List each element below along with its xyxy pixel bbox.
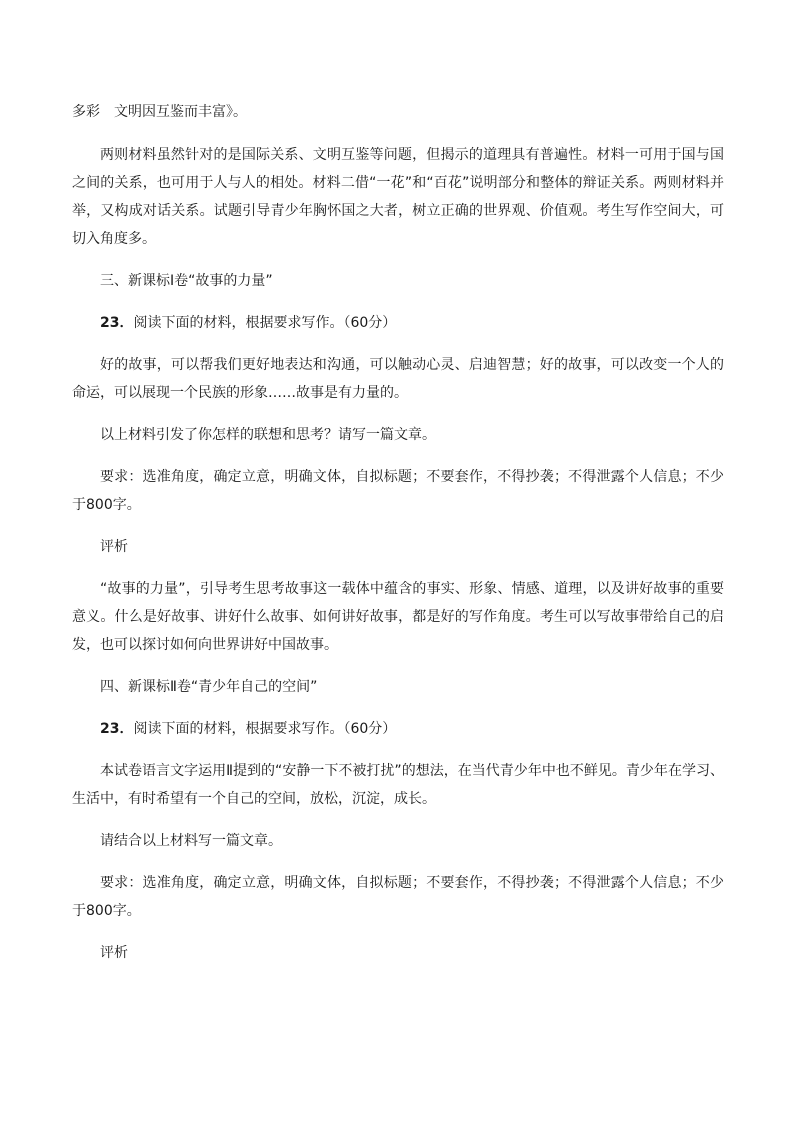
- analysis-label-2: 评析: [100, 945, 128, 961]
- analysis-label-1: 评析: [100, 539, 128, 555]
- requirements-paragraph-1: 要求：选准角度，确定立意，明确文体，自拟标题；不要套作，不得抄袭；不得泄露个人信息；不少于800字。: [72, 469, 724, 513]
- question-text: 阅读下面的材料，根据要求写作。（60分）: [133, 721, 397, 737]
- material-paragraph-1: 好的故事，可以帮我们更好地表达和沟通，可以触动心灵、启迪智慧；好的故事，可以改变一个人的命运，可以展现一个民族的形象……故事是有力量的。: [72, 357, 724, 401]
- analysis-paragraph-1: “故事的力量”，引导考生思考故事这一载体中蕴含的事实、形象、情感、道理，以及讲好故事的重要意义。什么是好故事、讲好什么故事、如何讲好故事，都是好的写作角度。考生可以写故事带给自己的启发，也可以探讨如何向世界讲好中国故事。: [72, 581, 724, 653]
- section-heading-3: 三、新课标Ⅰ卷“故事的力量”: [100, 273, 273, 289]
- question-text: 阅读下面的材料，根据要求写作。（60分）: [133, 315, 397, 331]
- question-prompt-1: [72, 309, 724, 337]
- question-number: 23．: [100, 721, 134, 737]
- section-heading-4: 四、新课标Ⅱ卷“青少年自己的空间”: [100, 679, 318, 695]
- document-body: [72, 98, 724, 981]
- requirements-paragraph-2: 要求：选准角度，确定立意，明确文体，自拟标题；不要套作，不得抄袭；不得泄露个人信息；不少于800字。: [72, 875, 724, 919]
- question-prompt-2: [72, 715, 724, 743]
- instruction-paragraph-1: 以上材料引发了你怎样的联想和思考？请写一篇文章。: [100, 427, 436, 443]
- material-paragraph-2: 本试卷语言文字运用Ⅱ提到的“安静一下不被打扰”的想法，在当代青少年中也不鲜见。青少年在学习、生活中，有时希望有一个自己的空间，放松，沉淀，成长。: [72, 763, 724, 807]
- continued-line: 多彩 文明因互鉴而丰富》。: [72, 104, 247, 120]
- instruction-paragraph-2: 请结合以上材料写一篇文章。: [100, 833, 282, 849]
- analysis-paragraph: 两则材料虽然针对的是国际关系、文明互鉴等问题，但揭示的道理具有普遍性。材料一可用于国与国之间的关系，也可用于人与人的相处。材料二借“一花”和“百花”说明部分和整体的辩证关系。两则材料并举，又构成对话关系。试题引导青少年胸怀国之大者，树立正确的世界观、价值观。考生写作空间大，可切入角度多。: [72, 147, 724, 247]
- question-number: 23．: [100, 315, 134, 331]
